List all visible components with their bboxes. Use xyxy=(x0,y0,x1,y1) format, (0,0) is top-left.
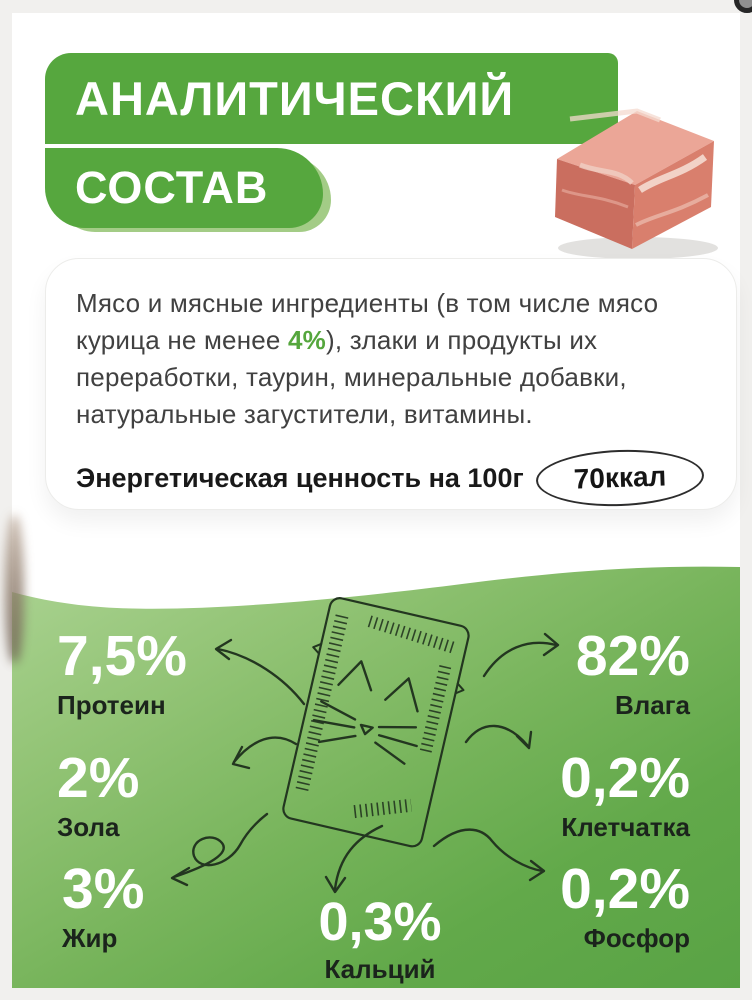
meat-cube-image xyxy=(540,95,730,263)
product-infographic-sheet xyxy=(12,13,740,988)
protein-value: 7,5% xyxy=(57,624,187,688)
nutrient-phosphorus xyxy=(560,857,690,953)
title-line1: АНАЛИТИЧЕСКИЙ xyxy=(75,72,515,125)
nutrient-protein xyxy=(57,624,187,720)
wave-divider xyxy=(12,562,740,609)
nutrient-calcium xyxy=(270,892,490,984)
energy-value-badge: 70ккал xyxy=(535,447,705,509)
title-line2: СОСТАВ xyxy=(75,162,269,213)
energy-label: Энергетическая ценность на 100г xyxy=(76,462,524,493)
nutrient-ash xyxy=(57,746,140,842)
arrow-to-moisture xyxy=(484,634,558,676)
moisture-label: Влага xyxy=(614,690,690,720)
fat-label: Жир xyxy=(62,923,118,953)
protein-label: Протеин xyxy=(57,690,166,720)
ingredients-line-4: натуральные загустители, витамины. xyxy=(76,399,533,429)
energy-row xyxy=(76,450,708,506)
arrow-to-fiber xyxy=(466,726,531,748)
ingredients-line-1: Мясо и мясные ингредиенты (в том числе мясо xyxy=(76,288,659,318)
title-banner-top xyxy=(45,53,618,144)
arrow-to-calcium xyxy=(326,826,382,892)
chicken-percent-highlight: 4% xyxy=(288,325,326,355)
composition-card xyxy=(45,258,737,510)
cat-pouch-sketch-icon xyxy=(275,595,478,850)
ash-label: Зола xyxy=(57,812,120,842)
arrow-to-phosphorus xyxy=(434,830,544,880)
calcium-label: Кальций xyxy=(324,954,436,984)
fiber-label: Клетчатка xyxy=(561,812,690,842)
fat-value: 3% xyxy=(62,857,145,921)
moisture-value: 82% xyxy=(575,624,690,688)
viewer-corner-button[interactable] xyxy=(734,0,752,13)
ingredients-line-3: переработки, таурин, минеральные добавки, xyxy=(76,362,627,392)
nutrient-moisture xyxy=(575,624,690,720)
ash-value: 2% xyxy=(57,746,140,810)
nutrient-fiber xyxy=(560,746,690,842)
ingredients-line-2 xyxy=(76,322,708,359)
ingredients-line2-after: ), злаки и продукты их xyxy=(326,325,598,355)
nutrient-fat xyxy=(62,857,145,953)
meat-cube-illustration xyxy=(540,95,730,263)
arrow-to-protein xyxy=(216,640,304,704)
calcium-value: 0,3% xyxy=(318,892,442,952)
arrow-to-fat xyxy=(172,814,267,885)
ingredients-line2-before: курица не менее xyxy=(76,325,289,355)
background-photo-fragment xyxy=(5,515,24,663)
fiber-value: 0,2% xyxy=(560,746,690,810)
phosphorus-label: Фосфор xyxy=(583,923,690,953)
arrow-to-ash xyxy=(233,738,296,768)
analysis-panel xyxy=(12,562,740,988)
cat-face-icon xyxy=(309,654,433,766)
title-banner-bottom xyxy=(45,148,323,228)
phosphorus-value: 0,2% xyxy=(560,857,690,921)
